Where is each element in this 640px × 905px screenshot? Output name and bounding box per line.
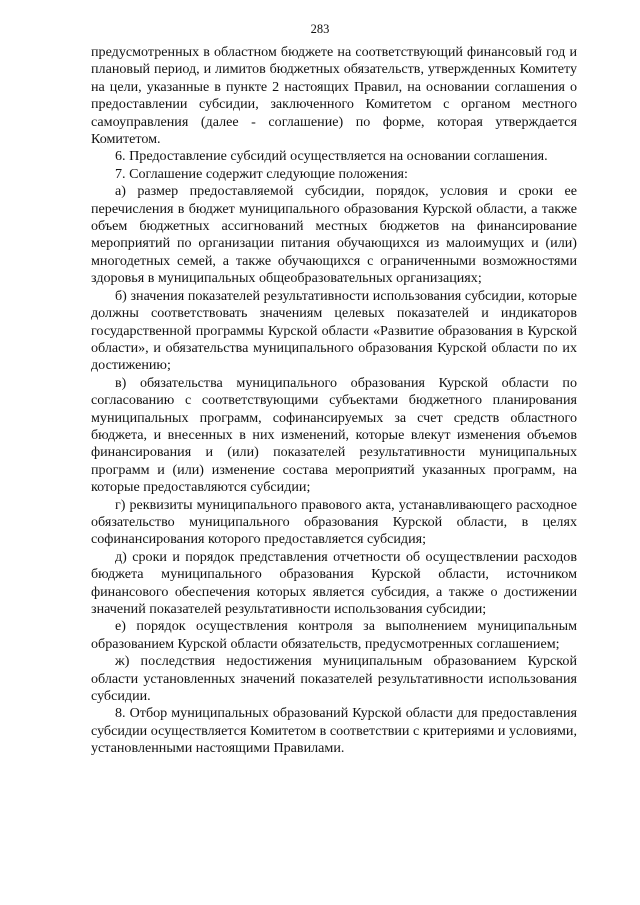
subparagraph-a: а) размер предоставляемой субсидии, порядок, условия и сроки ее перечисления в бюджет муниципального образования Курской области, а также объем бюджетных ассигнований местных бюджетов на финансирование мероприятий по организации питания обучающихся из малоимущих и (или) многодетных семей, а также обучающихся с ограниченными возможностями здоровья в муниципальных общеобразовательных организациях; bbox=[91, 183, 577, 287]
subparagraph-v: в) обязательства муниципального образования Курской области по согласованию с соответствующими субъектами бюджетного планирования муниципальных программ, софинансируемых за счет средств областного бюджета, и внесенных в них изменений, которые влекут изменения объемов финансирования и (или) показателей результативности муниципальных программ и (или) изменение состава мероприятий указанных программ, на которые предоставляются субсидии; bbox=[91, 374, 577, 496]
subparagraph-b: б) значения показателей результативности использования субсидии, которые должны соответствовать значениям целевых показателей и индикаторов государственной программы Курской области «Развитие образования в Курской области», и обязательства муниципального образования Курской области по их достижению; bbox=[91, 287, 577, 374]
paragraph-item-7: 7. Соглашение содержит следующие положения: bbox=[115, 165, 408, 182]
subparagraph-e: е) порядок осуществления контроля за выполнением муниципальным образованием Курской области обязательств, предусмотренных соглашением; bbox=[91, 618, 577, 652]
subparagraph-g: г) реквизиты муниципального правового акта, устанавливающего расходное обязательство муниципального образования Курской области, в целях софинансирования которого предоставляется субсидия; bbox=[91, 496, 577, 548]
paragraph-continuation: предусмотренных в областном бюджете на соответствующий финансовый год и плановый период, и лимитов бюджетных обязательств, утвержденных Комитету на цели, указанные в пункте 2 настоящих Правил, на основании соглашения о предоставлении субсидии, заключенного Комитетом с органом местного самоуправления (далее - соглашение) по форме, которая утверждается Комитетом. bbox=[91, 44, 577, 148]
subparagraph-d: д) сроки и порядок представления отчетности об осуществлении расходов бюджета муниципального образования Курской области, источником финансового обеспечения которых является субсидия, а также о достижении значений показателей результативности использования субсидии; bbox=[91, 548, 577, 617]
subparagraph-zh: ж) последствия недостижения муниципальным образованием Курской области установленных значений показателей результативности использования субсидии. bbox=[91, 653, 577, 705]
paragraph-item-6: 6. Предоставление субсидий осуществляется на основании соглашения. bbox=[115, 148, 548, 165]
document-body bbox=[91, 44, 577, 758]
paragraph-item-8: 8. Отбор муниципальных образований Курской области для предоставления субсидии осуществляется Комитетом в соответствии с критериями и условиями, установленными настоящими Правилами. bbox=[91, 705, 577, 757]
page-number: 283 bbox=[310, 22, 330, 36]
